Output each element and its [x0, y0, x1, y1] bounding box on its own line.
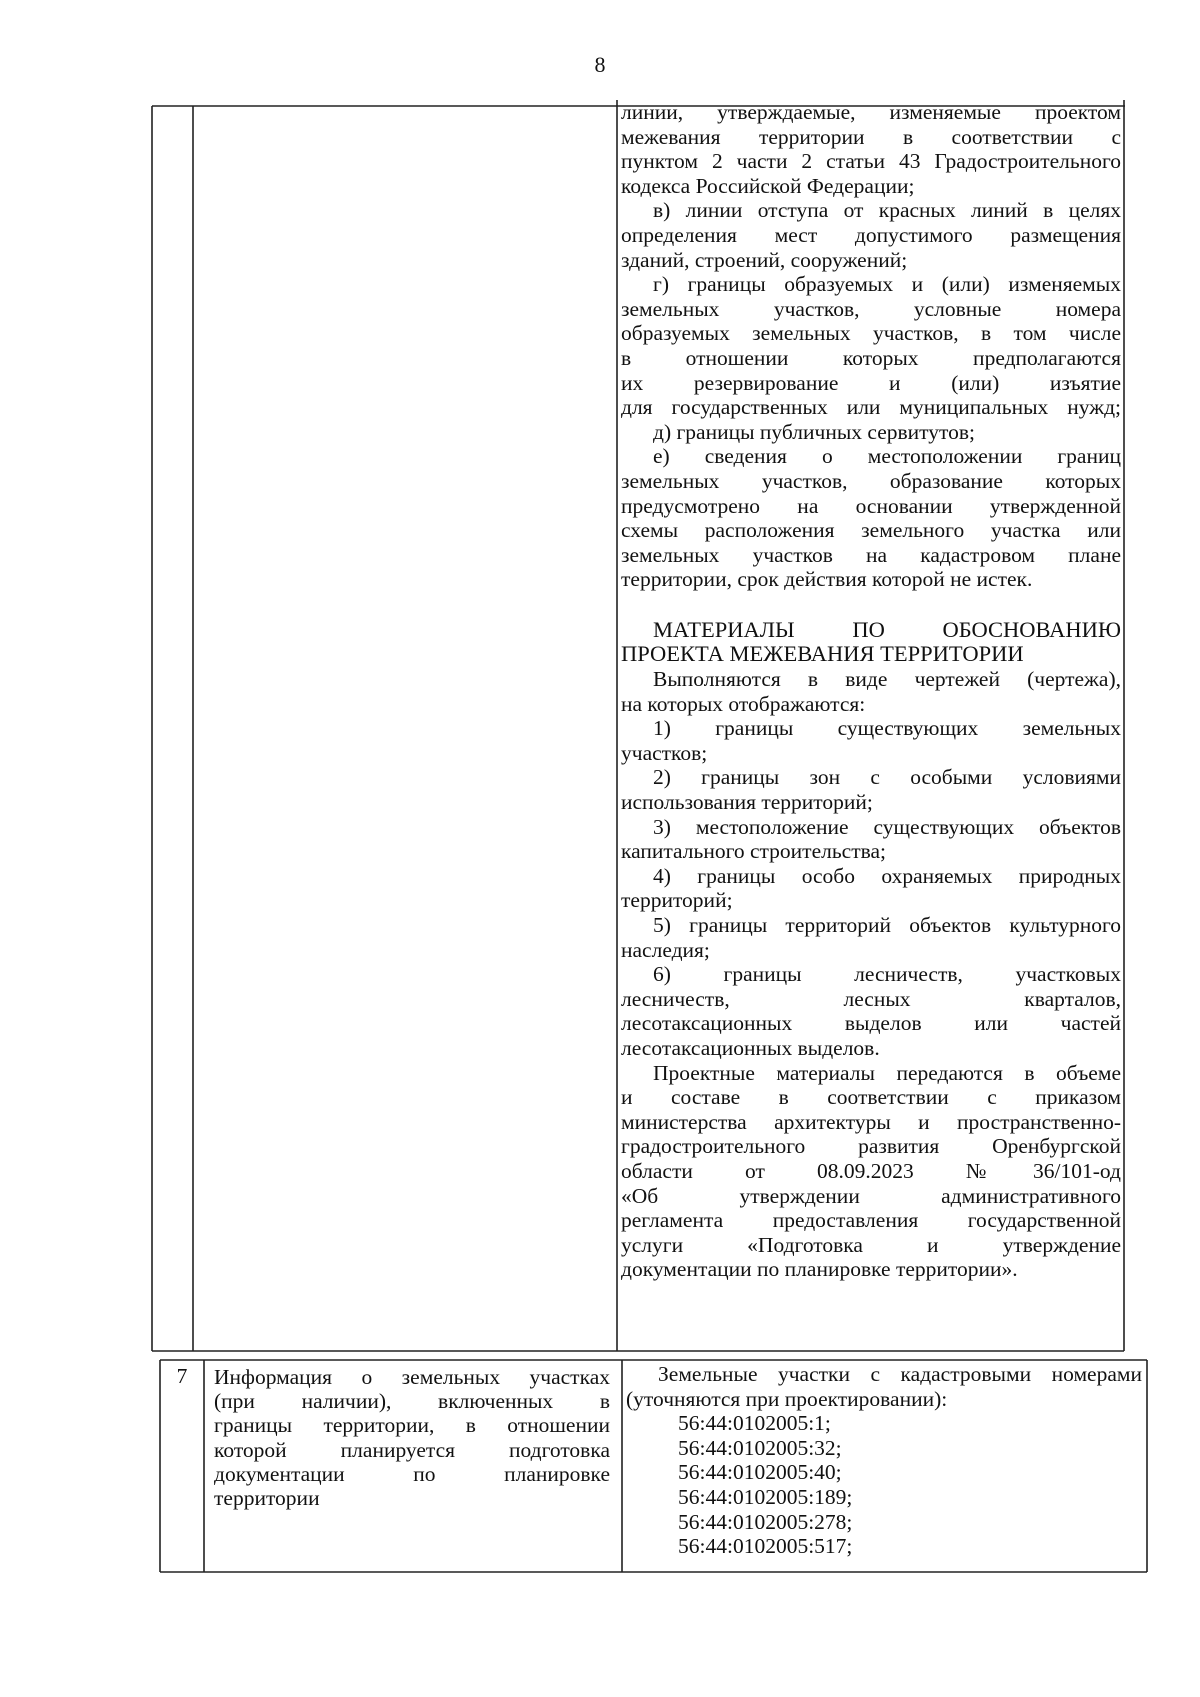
text-line: пунктом 2 части 2 статьи 43 Градостроительного: [621, 149, 1121, 174]
heading-line: ПРОЕКТА МЕЖЕВАНИЯ ТЕРРИТОРИИ: [621, 641, 1024, 667]
text-line: территории: [214, 1486, 320, 1511]
row7-description-cell: [214, 1365, 610, 1510]
row7-number: 7: [176, 1364, 188, 1388]
text-line: министерства архитектуры и пространственно-: [621, 1109, 1121, 1134]
text-line: схемы расположения земельного участка или: [621, 518, 1121, 543]
row7-cadastral-cell: [626, 1362, 1142, 1559]
text-line: лесничеств, лесных кварталов,: [621, 986, 1121, 1011]
text-line: земельных участков, условные номера: [621, 296, 1121, 321]
text-line: «Об утверждении административного: [621, 1183, 1121, 1208]
text-line: территорий;: [621, 888, 733, 913]
text-line: (при наличии), включенных в: [214, 1389, 610, 1414]
text-line: наследия;: [621, 937, 710, 962]
text-line: зданий, строений, сооружений;: [621, 247, 908, 272]
text-line: в) линии отступа от красных линий в целях: [653, 198, 1121, 223]
text-line: лесотаксационных выделов.: [621, 1035, 880, 1060]
text-line: их резервирование и (или) изъятие: [621, 370, 1121, 395]
text-line: области от 08.09.2023 №36/101-од: [621, 1158, 1121, 1183]
text-line: Земельные участки с кадастровыми номерами: [658, 1362, 1142, 1386]
text-line: документации по планировке территории».: [621, 1257, 1018, 1282]
cadastral-number: 56:44:0102005:517;: [678, 1534, 853, 1559]
text-line: межевания территории в соответствии с: [621, 124, 1121, 149]
text-line: на которых отображаются:: [621, 691, 866, 716]
cadastral-number: 56:44:0102005:278;: [678, 1509, 853, 1534]
text-line: г) границы образуемых и (или) изменяемых: [653, 272, 1121, 297]
text-line: территории, срок действия которой не истек.: [621, 567, 1033, 592]
text-line: д) границы публичных сервитутов;: [653, 419, 976, 444]
text-line: услуги «Подготовка и утверждение: [621, 1232, 1121, 1257]
text-line: 5) границы территорий объектов культурного: [653, 913, 1121, 937]
text-line: 4) границы особо охраняемых природных: [653, 863, 1121, 888]
cadastral-number: 56:44:0102005:32;: [678, 1435, 842, 1460]
cadastral-number: 56:44:0102005:1;: [678, 1411, 831, 1436]
text-line: лесотаксационных выделов или частей: [621, 1011, 1121, 1036]
cadastral-number: 56:44:0102005:40;: [678, 1460, 842, 1485]
text-line: 1) границы существующих земельных: [653, 716, 1121, 741]
row6-content-cell: [621, 100, 1121, 1282]
text-line: Выполняются в виде чертежей (чертежа),: [653, 667, 1121, 692]
text-line: образуемых земельных участков, в том числе: [621, 321, 1121, 346]
heading-line: МАТЕРИАЛЫ ПО ОБОСНОВАНИЮ: [653, 616, 1121, 642]
text-line: 6) границы лесничеств, участковых: [653, 962, 1121, 987]
text-line: которой планируется подготовка: [214, 1437, 610, 1462]
text-line: использования территорий;: [621, 790, 873, 815]
text-line: е) сведения о местоположении границ: [653, 444, 1121, 469]
text-line: 2) границы зон с особыми условиями: [653, 765, 1121, 790]
text-line: Проектные материалы передаются в объеме: [653, 1060, 1121, 1085]
text-line: участков;: [621, 740, 708, 765]
cadastral-number: 56:44:0102005:189;: [678, 1484, 853, 1509]
text-line: 3) местоположение существующих объектов: [653, 814, 1121, 839]
text-line: капитального строительства;: [621, 839, 886, 864]
text-line: Информация о земельных участках: [214, 1365, 610, 1389]
text-line: линии, утверждаемые, изменяемые проектом: [621, 100, 1121, 124]
text-line: определения мест допустимого размещения: [621, 222, 1121, 247]
text-line: документации по планировке: [214, 1461, 610, 1486]
text-line: границы территории, в отношении: [214, 1413, 610, 1438]
text-line: (уточняются при проектировании):: [626, 1386, 948, 1411]
text-line: градостроительного развития Оренбургской: [621, 1134, 1121, 1159]
text-line: регламента предоставления государственной: [621, 1208, 1121, 1233]
text-line: и составе в соответствии с приказом: [621, 1085, 1121, 1110]
page-number: 8: [594, 52, 606, 77]
text-line: земельных участков на кадастровом плане: [621, 542, 1121, 567]
text-line: предусмотрено на основании утвержденной: [621, 493, 1121, 518]
text-line: в отношении которых предполагаются: [621, 345, 1121, 370]
text-line: для государственных или муниципальных нужд;: [621, 395, 1121, 420]
text-line: земельных участков, образование которых: [621, 468, 1121, 493]
text-line: кодекса Российской Федерации;: [621, 173, 915, 198]
section-heading: [621, 618, 1121, 667]
